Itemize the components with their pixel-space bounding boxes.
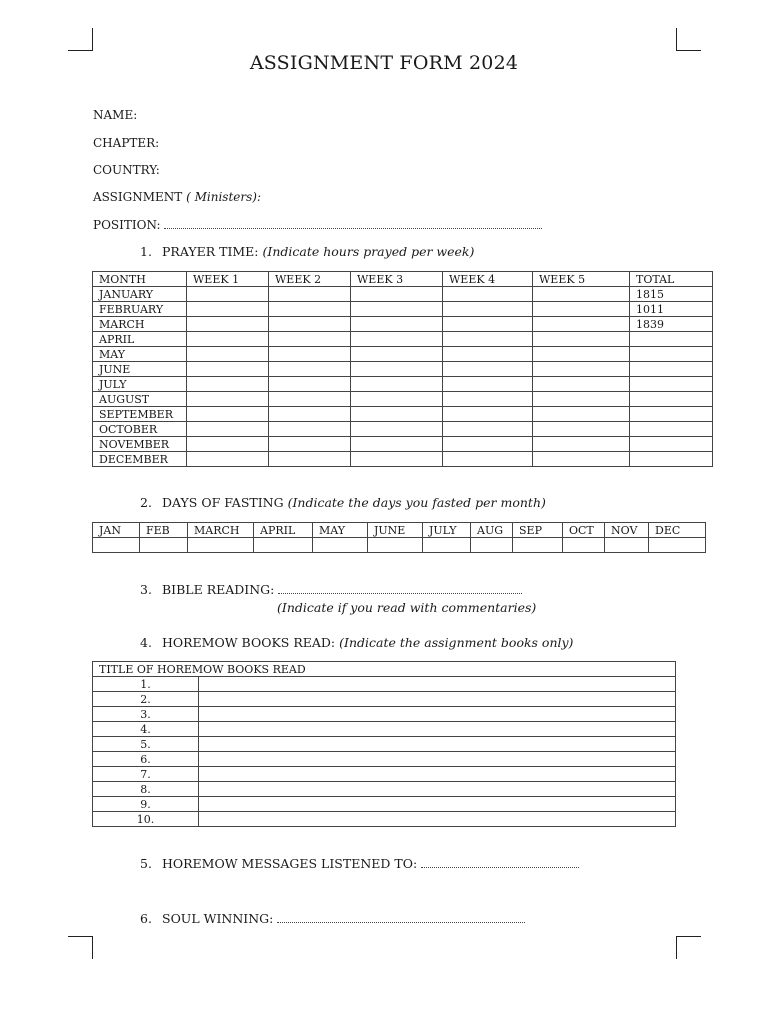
total-cell[interactable]: 1011 [630,302,713,317]
month-cell: JUNE [93,362,187,377]
month-cell: JANUARY [93,287,187,302]
section-books-label: HOREMOW BOOKS READ: [162,635,336,650]
week-hours-cell[interactable] [351,392,443,407]
fasting-month-header: MAY [313,523,368,538]
week-hours-cell[interactable] [187,422,269,437]
month-cell: DECEMBER [93,452,187,467]
week-hours-cell[interactable] [187,452,269,467]
week-hours-cell[interactable] [533,422,630,437]
week-hours-cell[interactable] [187,392,269,407]
week-hours-cell[interactable] [351,332,443,347]
week-hours-cell[interactable] [351,317,443,332]
fasting-month-header: SEP [513,523,563,538]
week-hours-cell[interactable] [443,407,533,422]
book-title-cell[interactable] [199,707,676,722]
month-cell: APRIL [93,332,187,347]
section-bible-reading-note: (Indicate if you read with commentaries) [277,600,537,615]
fasting-days-cell[interactable] [188,538,254,553]
week-hours-cell[interactable] [443,287,533,302]
table-row [93,347,713,362]
crop-mark-bottom-right [676,936,701,959]
book-number-cell: 10. [93,812,199,827]
week-hours-cell[interactable] [351,437,443,452]
week-hours-cell[interactable] [443,377,533,392]
week-hours-cell[interactable] [269,302,351,317]
table-row [93,332,713,347]
total-cell[interactable]: 1815 [630,287,713,302]
week-hours-cell[interactable] [533,452,630,467]
week-hours-cell[interactable] [443,422,533,437]
book-title-cell[interactable] [199,752,676,767]
book-number-cell: 2. [93,692,199,707]
section-fasting-note: (Indicate the days you fasted per month) [287,495,546,510]
prayer-column-header: MONTH [93,272,187,287]
bible-reading-fill-line[interactable] [278,592,522,594]
section-books-heading: 4. HOREMOW BOOKS READ: (Indicate the assignment books only) [140,635,574,650]
position-field-label: POSITION: [93,218,161,232]
position-fill-line[interactable] [164,227,542,229]
book-title-cell[interactable] [199,692,676,707]
month-cell: OCTOBER [93,422,187,437]
messages-fill-line[interactable] [421,866,579,868]
week-hours-cell[interactable] [533,362,630,377]
fasting-month-header: OCT [563,523,605,538]
week-hours-cell[interactable] [443,362,533,377]
prayer-column-header: WEEK 4 [443,272,533,287]
book-number-cell: 9. [93,797,199,812]
week-hours-cell[interactable] [443,437,533,452]
month-cell: MAY [93,347,187,362]
month-cell: AUGUST [93,392,187,407]
week-hours-cell[interactable] [351,347,443,362]
fasting-month-header: DEC [649,523,706,538]
week-hours-cell[interactable] [443,392,533,407]
prayer-column-header: TOTAL [630,272,713,287]
section-prayer-time-note: (Indicate hours prayed per week) [262,244,475,259]
crop-mark-bottom-left [68,936,93,959]
week-hours-cell[interactable] [269,377,351,392]
book-title-cell[interactable] [199,797,676,812]
books-table [92,661,676,827]
country-field-label: COUNTRY: [93,163,160,177]
week-hours-cell[interactable] [187,437,269,452]
week-hours-cell[interactable] [351,377,443,392]
week-hours-cell[interactable] [351,407,443,422]
week-hours-cell[interactable] [187,377,269,392]
week-hours-cell[interactable] [351,452,443,467]
prayer-column-header: WEEK 5 [533,272,630,287]
book-number-cell: 6. [93,752,199,767]
books-table-header: TITLE OF HOREMOW BOOKS READ [93,662,676,677]
fasting-days-cell[interactable] [513,538,563,553]
fasting-days-cell[interactable] [93,538,140,553]
fasting-month-header: AUG [471,523,513,538]
fasting-days-cell[interactable] [605,538,649,553]
table-row [93,362,713,377]
section-bible-reading-heading: 3. BIBLE READING: [140,582,522,597]
week-hours-cell[interactable] [269,422,351,437]
fasting-month-header: JULY [423,523,471,538]
week-hours-cell[interactable] [533,287,630,302]
week-hours-cell[interactable] [443,347,533,362]
section-messages-label: HOREMOW MESSAGES LISTENED TO: [162,856,418,871]
table-row [93,287,713,302]
week-hours-cell[interactable] [269,437,351,452]
table-row [93,692,676,707]
section-prayer-time-label: PRAYER TIME: [162,244,259,259]
table-row [93,767,676,782]
assignment-field-note: ( Ministers): [186,190,261,204]
week-hours-cell[interactable] [443,302,533,317]
week-hours-cell[interactable] [533,392,630,407]
name-field-label: NAME: [93,108,138,122]
table-row [93,722,676,737]
week-hours-cell[interactable] [187,332,269,347]
fasting-month-header: JAN [93,523,140,538]
week-hours-cell[interactable] [187,287,269,302]
book-title-cell[interactable] [199,812,676,827]
week-hours-cell[interactable] [269,362,351,377]
section-fasting-label: DAYS OF FASTING [162,495,284,510]
week-hours-cell[interactable] [533,317,630,332]
page-title: ASSIGNMENT FORM 2024 [249,52,519,74]
fasting-days-cell[interactable] [563,538,605,553]
week-hours-cell[interactable] [269,317,351,332]
week-hours-cell[interactable] [269,332,351,347]
prayer-column-header: WEEK 2 [269,272,351,287]
month-cell: NOVEMBER [93,437,187,452]
week-hours-cell[interactable] [269,407,351,422]
fasting-table [92,522,706,553]
total-cell[interactable] [630,437,713,452]
week-hours-cell[interactable] [351,287,443,302]
table-row [93,377,713,392]
book-number-cell: 7. [93,767,199,782]
table-row [93,302,713,317]
fasting-month-header: FEB [140,523,188,538]
total-cell[interactable] [630,377,713,392]
fasting-header-row [93,523,706,538]
position-field [93,218,542,232]
fasting-month-header: NOV [605,523,649,538]
fasting-days-cell[interactable] [140,538,188,553]
section-books-note: (Indicate the assignment books only) [339,635,574,650]
total-cell[interactable] [630,362,713,377]
book-title-cell[interactable] [199,737,676,752]
month-cell: SEPTEMBER [93,407,187,422]
week-hours-cell[interactable] [533,302,630,317]
fasting-days-cell[interactable] [649,538,706,553]
total-cell[interactable]: 1839 [630,317,713,332]
assignment-field-label: ASSIGNMENT [93,190,183,204]
section-soul-winning-heading: 6. SOUL WINNING: [140,911,525,926]
section-bible-reading-label: BIBLE READING: [162,582,275,597]
fasting-days-cell[interactable] [423,538,471,553]
fasting-month-header: MARCH [188,523,254,538]
month-cell: JULY [93,377,187,392]
table-row [93,797,676,812]
table-row [93,452,713,467]
crop-mark-top-right [676,28,701,51]
table-row [93,782,676,797]
book-number-cell: 1. [93,677,199,692]
week-hours-cell[interactable] [269,287,351,302]
week-hours-cell[interactable] [533,347,630,362]
section-soul-winning-label: SOUL WINNING: [162,911,274,926]
fasting-month-header: APRIL [254,523,313,538]
soul-winning-fill-line[interactable] [277,921,525,923]
week-hours-cell[interactable] [269,392,351,407]
prayer-time-table [92,271,713,467]
section-prayer-time-heading: 1. PRAYER TIME: (Indicate hours prayed per week) [140,244,475,259]
table-row [93,707,676,722]
chapter-field-label: CHAPTER: [93,136,160,150]
prayer-header-row [93,272,713,287]
week-hours-cell[interactable] [269,347,351,362]
table-row [93,422,713,437]
table-row [93,677,676,692]
week-hours-cell[interactable] [351,302,443,317]
total-cell[interactable] [630,332,713,347]
total-cell[interactable] [630,422,713,437]
book-number-cell: 5. [93,737,199,752]
week-hours-cell[interactable] [533,377,630,392]
table-row [93,407,713,422]
week-hours-cell[interactable] [533,407,630,422]
month-cell: MARCH [93,317,187,332]
table-row [93,317,713,332]
section-fasting-heading: 2. DAYS OF FASTING (Indicate the days you fasted per month) [140,495,546,510]
book-title-cell[interactable] [199,677,676,692]
week-hours-cell[interactable] [187,302,269,317]
week-hours-cell[interactable] [533,332,630,347]
table-row [93,752,676,767]
crop-mark-top-left [68,28,93,51]
table-row [93,392,713,407]
fasting-entry-row [93,538,706,553]
books-header-row [93,662,676,677]
total-cell[interactable] [630,407,713,422]
table-row [93,812,676,827]
book-title-cell[interactable] [199,782,676,797]
book-number-cell: 8. [93,782,199,797]
fasting-days-cell[interactable] [313,538,368,553]
week-hours-cell[interactable] [187,347,269,362]
fasting-month-header: JUNE [368,523,423,538]
total-cell[interactable] [630,347,713,362]
total-cell[interactable] [630,452,713,467]
week-hours-cell[interactable] [187,317,269,332]
week-hours-cell[interactable] [351,422,443,437]
total-cell[interactable] [630,392,713,407]
week-hours-cell[interactable] [443,452,533,467]
week-hours-cell[interactable] [351,362,443,377]
table-row [93,737,676,752]
prayer-column-header: WEEK 3 [351,272,443,287]
fasting-days-cell[interactable] [471,538,513,553]
week-hours-cell[interactable] [533,437,630,452]
week-hours-cell[interactable] [269,452,351,467]
week-hours-cell[interactable] [187,407,269,422]
table-row [93,437,713,452]
month-cell: FEBRUARY [93,302,187,317]
book-number-cell: 4. [93,722,199,737]
book-title-cell[interactable] [199,722,676,737]
week-hours-cell[interactable] [187,362,269,377]
book-number-cell: 3. [93,707,199,722]
week-hours-cell[interactable] [443,332,533,347]
fasting-days-cell[interactable] [254,538,313,553]
book-title-cell[interactable] [199,767,676,782]
assignment-field [93,190,261,204]
week-hours-cell[interactable] [443,317,533,332]
section-messages-heading: 5. HOREMOW MESSAGES LISTENED TO: [140,856,579,871]
fasting-days-cell[interactable] [368,538,423,553]
prayer-column-header: WEEK 1 [187,272,269,287]
